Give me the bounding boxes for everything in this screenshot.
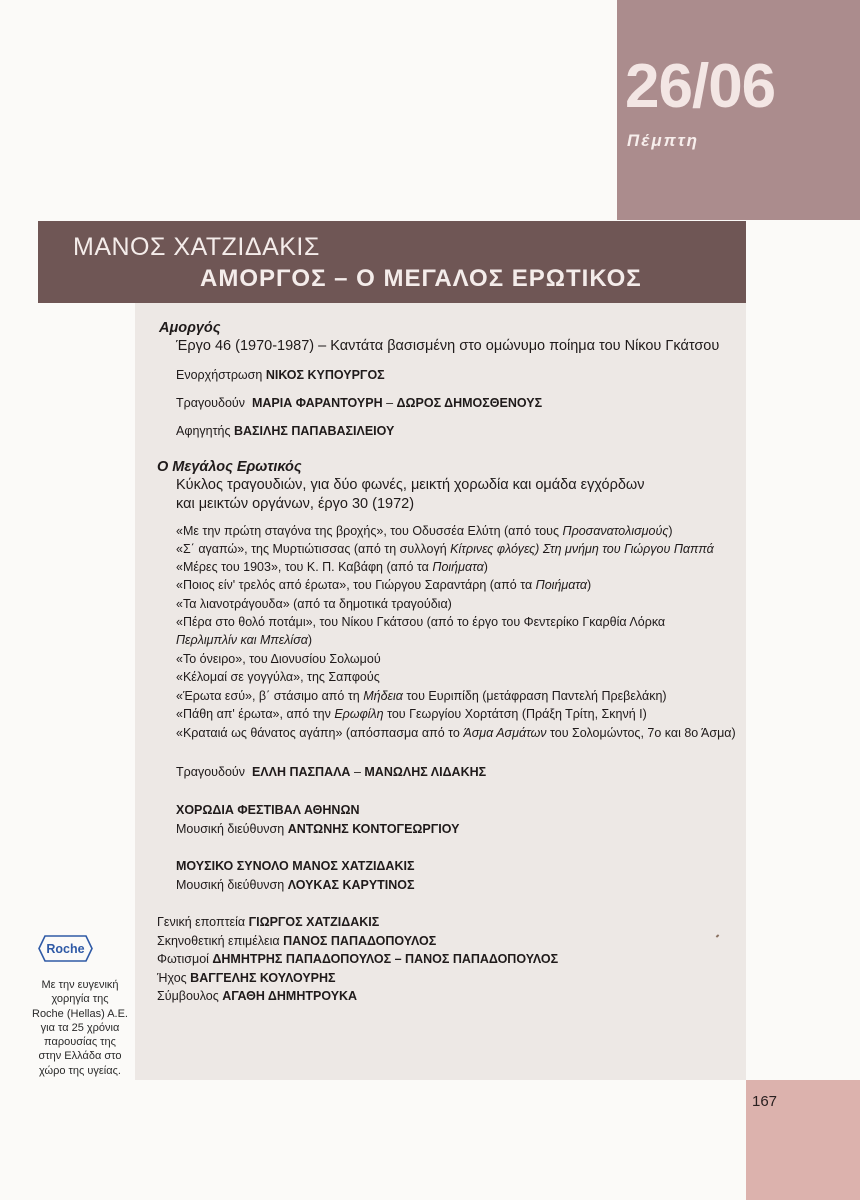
credit-narrator: Αφηγητής ΒΑΣΙΛΗΣ ΠΑΠΑΒΑΣΙΛΕΙΟΥ [176, 424, 395, 438]
credit-supervision: Γενική εποπτεία ΓΙΩΡΓΟΣ ΧΑΤΖΙΔΑΚΙΣ [157, 915, 380, 929]
ensemble-choir-director: Μουσική διεύθυνση ΑΝΤΩΝΗΣ ΚΟΝΤΟΓΕΩΡΓΙΟΥ [176, 822, 460, 836]
ensemble-choir-name: ΧΟΡΩΔΙΑ ΦΕΣΤΙΒΑΛ ΑΘΗΝΩΝ [176, 803, 360, 817]
weekday: Πέμπτη [627, 131, 700, 150]
song-item: «Τα λιανοτράγουδα» (από τα δημοτικά τραγούδια) [176, 597, 452, 611]
erotikos-description-1: Κύκλος τραγουδιών, για δύο φωνές, μεικτή χορωδία και ομάδα εγχόρδων [176, 477, 645, 493]
credit-lighting: Φωτισμοί ΔΗΜΗΤΡΗΣ ΠΑΠΑΔΟΠΟΥΛΟΣ – ΠΑΝΟΣ ΠΑΠΑΔΟΠΟΥΛΟΣ [157, 952, 559, 966]
song-item: «Μέρες του 1903», του Κ. Π. Καβάφη (από τα Ποιήματα) [176, 560, 488, 574]
song-item: «Κέλομαί σε γογγύλα», της Σαπφούς [176, 670, 380, 684]
credit-singers-erotikos: Τραγουδούν ΕΛΛΗ ΠΑΣΠΑΛΑ – ΜΑΝΩΛΗΣ ΛΙΔΑΚΗΣ [176, 765, 487, 779]
credit-orchestration: Ενορχήστρωση ΝΙΚΟΣ ΚΥΠΟΥΡΓΟΣ [176, 368, 385, 382]
sponsor-note: Με την ευγενική χορηγία της Roche (Hellas) A.E. για τα 25 χρόνια παρουσίας της στην Ελλάδα στο χώρο της υγείας. [32, 979, 128, 1077]
composer-name: ΜΑΝΟΣ ΧΑΤΖΙΔΑΚΙΣ [73, 233, 320, 261]
date-block [617, 0, 860, 220]
title-band [38, 221, 746, 303]
song-item: «Με την πρώτη σταγόνα της βροχής», του Οδυσσέα Ελύτη (από τους Προσανατολισμούς) [176, 524, 673, 538]
credit-sound: Ήχος ΒΑΓΓΕΛΗΣ ΚΟΥΛΟΥΡΗΣ [157, 971, 336, 985]
credit-singers-amorgos: Τραγουδούν ΜΑΡΙΑ ΦΑΡΑΝΤΟΥΡΗ – ΔΩΡΟΣ ΔΗΜΟΣΘΕΝΟΥΣ [176, 396, 543, 410]
erotikos-description-2: και μεικτών οργάνων, έργο 30 (1972) [176, 496, 415, 512]
song-item: «Ποιος είν' τρελός από έρωτα», του Γιώργου Σαραντάρη (από τα Ποιήματα) [176, 578, 592, 592]
song-item: «Έρωτα εσύ», β΄ στάσιμο από τη Μήδεια του Ευριπίδη (μετάφραση Παντελή Πρεβελάκη) [176, 689, 667, 703]
credit-advisor: Σύμβουλος ΑΓΑΘΗ ΔΗΜΗΤΡΟΥΚΑ [157, 989, 358, 1003]
song-item: «Πάθη απ' έρωτα», από την Ερωφίλη του Γεωργίου Χορτάτση (Πράξη Τρίτη, Σκηνή Ι) [176, 707, 647, 721]
page-strip [746, 1080, 860, 1200]
credit-direction: Σκηνοθετική επιμέλεια ΠΑΝΟΣ ΠΑΠΑΔΟΠΟΥΛΟΣ [157, 934, 437, 948]
date: 26/06 [625, 52, 776, 121]
svg-text:Roche: Roche [46, 942, 85, 956]
section-title-erotikos: Ο Μεγάλος Ερωτικός [157, 459, 302, 475]
roche-logo [38, 935, 93, 962]
page-number: 167 [752, 1093, 778, 1110]
ensemble-orchestra-name: ΜΟΥΣΙΚΟ ΣΥΝΟΛΟ ΜΑΝΟΣ ΧΑΤΖΙΔΑΚΙΣ [176, 859, 415, 873]
song-item: «Κραταιά ως θάνατος αγάπη» (απόσπασμα από το Άσμα Ασμάτων του Σολομώντος, 7ο και 8ο Άσμα) [176, 726, 736, 740]
song-item: «Το όνειρο», του Διονυσίου Σολωμού [176, 652, 381, 666]
song-item: Περλιμπλίν και Μπελίσα) [176, 633, 313, 647]
song-item: «Πέρα στο θολό ποτάμι», του Νίκου Γκάτσου (από το έργο του Φεντερίκο Γκαρθία Λόρκα [176, 615, 666, 629]
amorgos-description: Έργο 46 (1970-1987) – Καντάτα βασισμένη στο ομώνυμο ποίημα του Νίκου Γκάτσου [176, 338, 720, 354]
work-title: ΑΜΟΡΓΟΣ – Ο ΜΕΓΑΛΟΣ ΕΡΩΤΙΚΟΣ [200, 265, 642, 292]
program-panel [135, 303, 746, 1080]
song-item: «Σ΄ αγαπώ», της Μυρτιώτισσας (από τη συλλογή Κίτρινες φλόγες) Στη μνήμη του Γιώργου Παππά [176, 542, 714, 556]
section-title-amorgos: Αμοργός [159, 320, 221, 336]
ensemble-orchestra-director: Μουσική διεύθυνση ΛΟΥΚΑΣ ΚΑΡΥΤΙΝΟΣ [176, 878, 415, 892]
